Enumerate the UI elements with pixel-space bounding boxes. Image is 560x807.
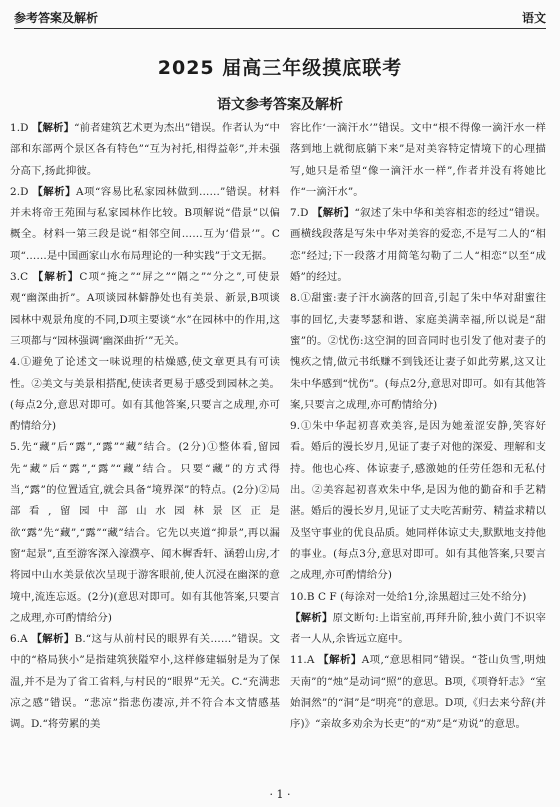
answer-item [10,629,280,735]
item-number: 7.D [290,207,309,220]
item-tag: 【解析】 [318,654,362,667]
answer-item [290,416,546,586]
item-number: 6.A [10,633,28,646]
answer-item [290,587,546,608]
item-text: (每涂对一处给1分,涂黑超过三处不给分) [340,590,527,603]
item-tag: 【解析】 [32,185,77,198]
page-number: · 1 · [269,788,291,801]
item-number: 8. [290,292,301,305]
right-column [290,118,546,736]
answer-item [290,288,546,416]
answer-item [290,608,546,651]
answer-item [290,118,546,203]
answer-item [10,267,280,352]
answer-key-subtitle: 语文参考答案及解析 [217,97,343,113]
answer-item [10,352,280,437]
item-number: 10.B C F [290,590,337,603]
item-number: 5. [10,441,21,454]
item-text: “前者建筑艺术更为杰出”错误。作者认为“中部和东部两个景区各有特色”“互为衬托,相得益彰”,并未强分高下,扬此抑彼。 [10,122,280,177]
item-text: 先“藏”后“露”,“露”“藏”结合。(2分)①整体看,留园先“藏”后“露”,“露”“藏”结合。只要“藏”的方式得当,“露”的位置适宜,就会具备“境界深”的特点。(2分)②局部看,留园中部山水园林景区正是欲“露”先“藏”,“露”“藏”结合。它先以夹道“抑景”,再以漏窗“起景”,直至游客深入濠濮亭、闻木樨香轩、涵碧山房,才将园中山水美景依次呈现于游客眼前,使人沉浸在幽深的意境中,流连忘返。(2分)(意思对即可。如有其他答案,只要言之成理,亦可酌情给分) [10,441,280,624]
item-number: 9. [290,420,301,433]
item-text: 原文断句:上诣室前,再拜升阶,独小黄门不识宰者一人从,余皆远立庭中。 [290,611,546,646]
item-text: A项“容易比私家园林做到……”错误。材料并未将帝王苑囿与私家园林作比较。B项解说“借景”以偏概全。材料一第三段是说“相邻空间……互为‘借景’”。C项“……是中国画家山水布局理论的一种实践”于文无据。 [10,185,280,262]
item-text: B.“这与从前村民的眼界有关……”错误。文中的“格局狭小”是指建筑狭隘窄小,这样修建辐射是为了保温,并不是为了省工省料,与村民的“眼界”无关。C.“充满悲凉之感”错误。“悲凉”指悲伤凄凉,并不符合本文情感基调。D.“将劳累的美 [10,633,280,731]
item-tag: 【解析】 [290,611,333,624]
answer-item [10,118,280,182]
item-text: 容比作‘一滴汗水’”错误。文中“根不得像一滴汗水一样落到地上就彻底躺下来”是对美容特定情境下的心理描写,她只是希望“像一滴汗水一样”,作者并没有将她比作“一滴汗水”。 [290,122,546,198]
item-number: 3.C [10,271,29,284]
item-number: 1.D [10,122,29,134]
exam-title: 2025 届高三年级摸底联考 [157,57,403,79]
item-tag: 【解析】 [32,271,80,284]
item-text: A项,“意思相同”错误。“苍山负雪,明烛天南”的“烛”是动词“照”的意思。B项,《项脊轩志》“室始洞然”的“洞”是“明亮”的意思。D项,《归去来兮辞(并序)》“亲故多劝余为长吏”的“劝”是“劝说”的意思。 [290,654,547,731]
item-number: 11.A [290,654,315,667]
answer-item [10,182,280,267]
answer-item [290,203,546,288]
item-text: C项“掩之”“屏之”“隔之”“分之”,可使景观“幽深曲折”。A项谈园林僻静处也有美景、新景,B项谈园林中观景角度的不同,D项主要谈“水”在园林中的作用,这三项都与“园林强调‘幽深曲折’”无关。 [10,271,280,347]
item-tag: 【解析】 [31,633,75,646]
item-tag: 【解析】 [312,207,355,220]
left-column [10,118,280,736]
item-number: 2.D [10,185,29,198]
page-header [14,8,546,29]
item-text: “叙述了朱中华和美容相恋的经过”错误。画横线段落是写朱中华对美容的爱恋,不是写二人的“相恋”经过;下一段落才用简笔勾勒了二人“相恋”以至“成婚”的经过。 [290,207,546,284]
item-text: ①朱中华起初喜欢美容,是因为她羞涩安静,笑容好看。婚后的漫长岁月,见证了妻子对他的深爱、理解和支持。他也心疼、体谅妻子,感激她的任劳任怨和无私付出。②美容起初喜欢朱中华,是因为他的勤奋和手艺精湛。婚后的漫长岁月,见证了丈夫吃苦耐劳、精益求精以及坚守事业的优良品质。她同样体谅丈夫,默默地支持他的事业。(每点3分,意思对即可。如有其他答案,只要言之成理,亦可酌情给分) [290,420,546,582]
header-left-label: 参考答案及解析 [14,11,99,25]
item-text: ①甜蜜:妻子汗水滴落的回音,引起了朱中华对甜蜜往事的回忆,夫妻琴瑟和谐、家庭美满幸福,所以说是“甜蜜”的。②忧伤:这空洞的回音同时也引发了他对妻子的愧疚之情,做元书纸赚不到钱还让妻子如此劳累,这又让朱中华感到“忧伤”。(每点2分,意思对即可。如有其他答案,只要言之成理,亦可酌情给分) [290,292,546,411]
item-tag: 【解析】 [32,122,75,134]
header-subject-label: 语文 [521,11,546,25]
item-text: ①避免了论述文一味说理的枯燥感,使文章更具有可读性。②美文与美景相搭配,使读者更易于感受到园林之美。(每点2分,意思对即可。如有其他答案,只要言之成理,亦可酌情给分) [10,356,280,433]
answer-item [10,437,280,629]
item-number: 4. [10,356,21,369]
answer-item [290,650,546,735]
